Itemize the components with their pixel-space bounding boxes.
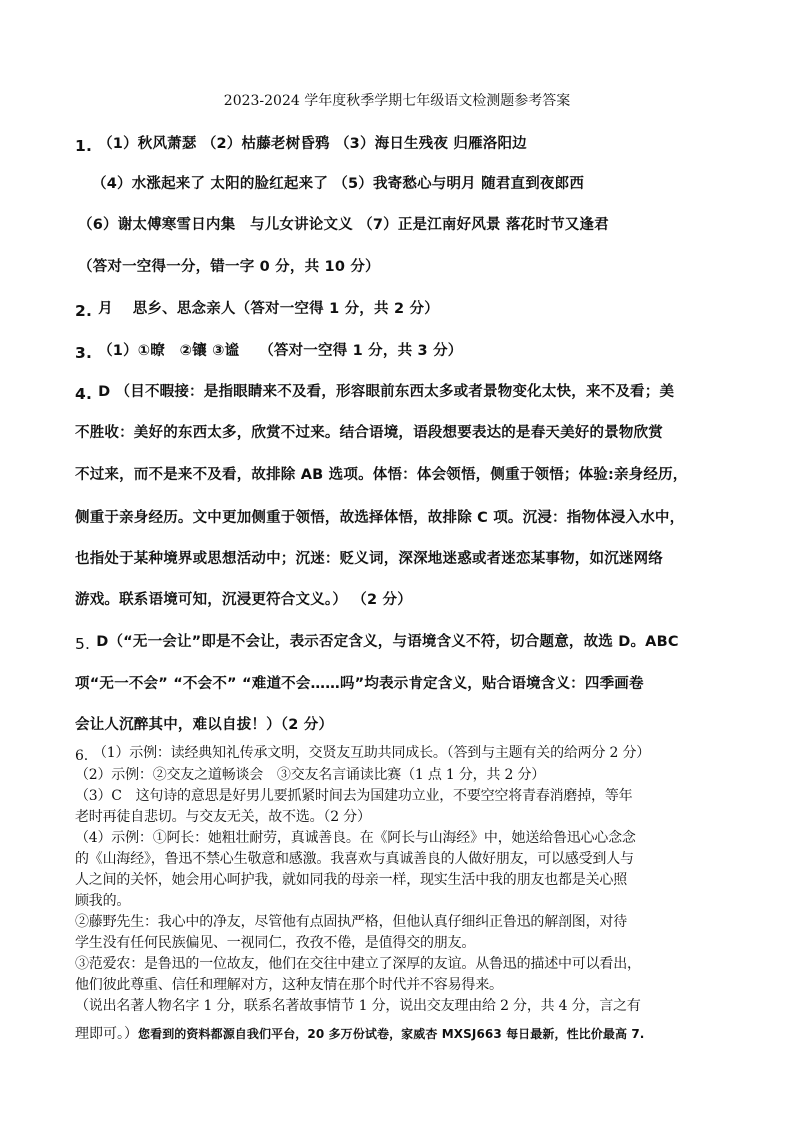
q4-line-3: 不过来，而不是来不及看，故排除 AB 选项。体悟：体会领悟，侧重于领悟；体验:亲身经历， (75, 467, 688, 483)
q6-line-3: （3）C 这句诗的意思是好男儿要抓紧时间去为国建功立业，不要空空将青春消磨掉，等年 (75, 788, 633, 804)
q4-line-6: 游戏。联系语境可知，沉浸更符合文义。） （2 分） (75, 592, 412, 608)
q4-line-4: 侧重于亲身经历。文中更加侧重于领悟，故选择体悟，故排除 C 项。沉浸：指物体浸入水中， (75, 510, 685, 526)
q1-line-2: （4）水涨起来了 太阳的脸红起来了 （5）我寄愁心与明月 随君直到夜郎西 (92, 176, 585, 192)
q4-number: 4. (75, 385, 93, 403)
q6-line-4: 老时再徒自悲切。与交友无关，故不选。（2 分） (75, 809, 371, 825)
q4-text-1: D （目不暇接：是指眼睛来不及看，形容眼前东西太多或者景物变化太快，来不及看；美 (98, 384, 675, 400)
q6-line-5: （4）示例：①阿长：她粗壮耐劳，真诚善良。在《阿长与山海经》中，她送给鲁迅心心念念 (75, 830, 636, 846)
q2-number: 2. (75, 302, 93, 320)
page-title: 2023-2024 学年度秋季学期七年级语文检测题参考答案 (223, 93, 571, 109)
q1-line-1 (75, 132, 527, 153)
q5-line-3: 会让人沉醉其中，难以自拔！）（2 分） (75, 717, 334, 733)
q4-line-1 (75, 380, 674, 401)
watermark-notice: 您看到的资料都源自我们平台，20 多万份试卷，家威杏 MXSJ663 每日最新，性比价最高 7. (138, 1027, 645, 1041)
q3-number: 3. (75, 344, 93, 362)
q6-line-9: ②藤野先生：我心中的净友，尽管他有点固执严格，但他认真仔细纠正鲁迅的解剖图，对待 (75, 914, 627, 930)
q1-line-3: （6）谢太傅寒雪日内集 与儿女讲论文义 （7）正是江南好风景 落花时节又逢君 (78, 217, 609, 233)
q5-line-2: 项“无一不会” “不会不” “难道不会……吗”均表示肯定含义，贴合语境含义：四季画卷 (75, 676, 644, 692)
q6-line-2: （2）示例：②交友之道畅谈会 ③交友名言诵读比赛（1 点 1 分，共 2 分） (75, 767, 546, 783)
q6-text-14: 理即可。） (75, 1026, 138, 1042)
q6-line-13: （说出名著人物名字 1 分，联系名著故事情节 1 分，说出交友理由给 2 分，共 4 分，言之有 (75, 998, 641, 1014)
q1-number: 1. (75, 137, 93, 155)
q5-line-1 (75, 630, 679, 651)
q6-text-1: （1）示例：读经典知礼传承文明，交贤友互助共同成长。（答到与主题有关的给两分 2 分） (92, 745, 651, 761)
q6-line-1 (75, 742, 650, 762)
q1-text-1: （1）秋风萧瑟 （2）枯藤老树昏鸦 （3）海日生残夜 归雁洛阳边 (98, 136, 527, 152)
q5-number: 5. (75, 635, 91, 653)
q4-line-2: 不胜收：美好的东西太多，欣赏不过来。结合语境，语段想要表达的是春天美好的景物欣赏 (75, 425, 663, 441)
q3-line (75, 339, 462, 360)
q6-line-6: 的《山海经》，鲁迅不禁心生敬意和感激。我喜欢与真诚善良的人做好朋友，可以感受到人与 (75, 851, 634, 867)
q6-line-8: 顾我的。 (75, 893, 131, 909)
q2-text: 月 思乡、思念亲人（答对一空得 1 分，共 2 分） (98, 301, 439, 317)
q5-text-1: D（“无一会让”即是不会让，表示否定含义，与语境含义不符，切合题意，故选 D。ABC (96, 634, 679, 650)
q2-line (75, 297, 439, 318)
q6-line-7: 人之间的关怀，她会用心呵护我，就如同我的母亲一样，现实生活中我的朋友也都是关心照 (75, 872, 627, 888)
q3-text: （1）①暸 ②镶 ③谧 （答对一空得 1 分，共 3 分） (98, 343, 463, 359)
q6-line-10: 学生没有任何民族偏见、一视同仁，孜孜不倦，是值得交的朋友。 (75, 935, 476, 951)
q6-number: 6. (75, 748, 88, 764)
q4-line-5: 也指处于某种境界或思想活动中；沉迷：贬义词，深深地迷惑或者迷恋某事物，如沉迷网络 (75, 551, 663, 567)
q1-line-4: （答对一空得一分，错一字 0 分，共 10 分） (78, 259, 380, 275)
q6-line-12: 他们彼此尊重、信任和理解对方，这种友情在那个时代并不容易得来。 (75, 977, 503, 993)
q6-line-14 (75, 1023, 644, 1043)
q6-line-11: ③范爱农：是鲁迅的一位故友，他们在交往中建立了深厚的友谊。从鲁迅的描述中可以看出， (75, 956, 641, 972)
